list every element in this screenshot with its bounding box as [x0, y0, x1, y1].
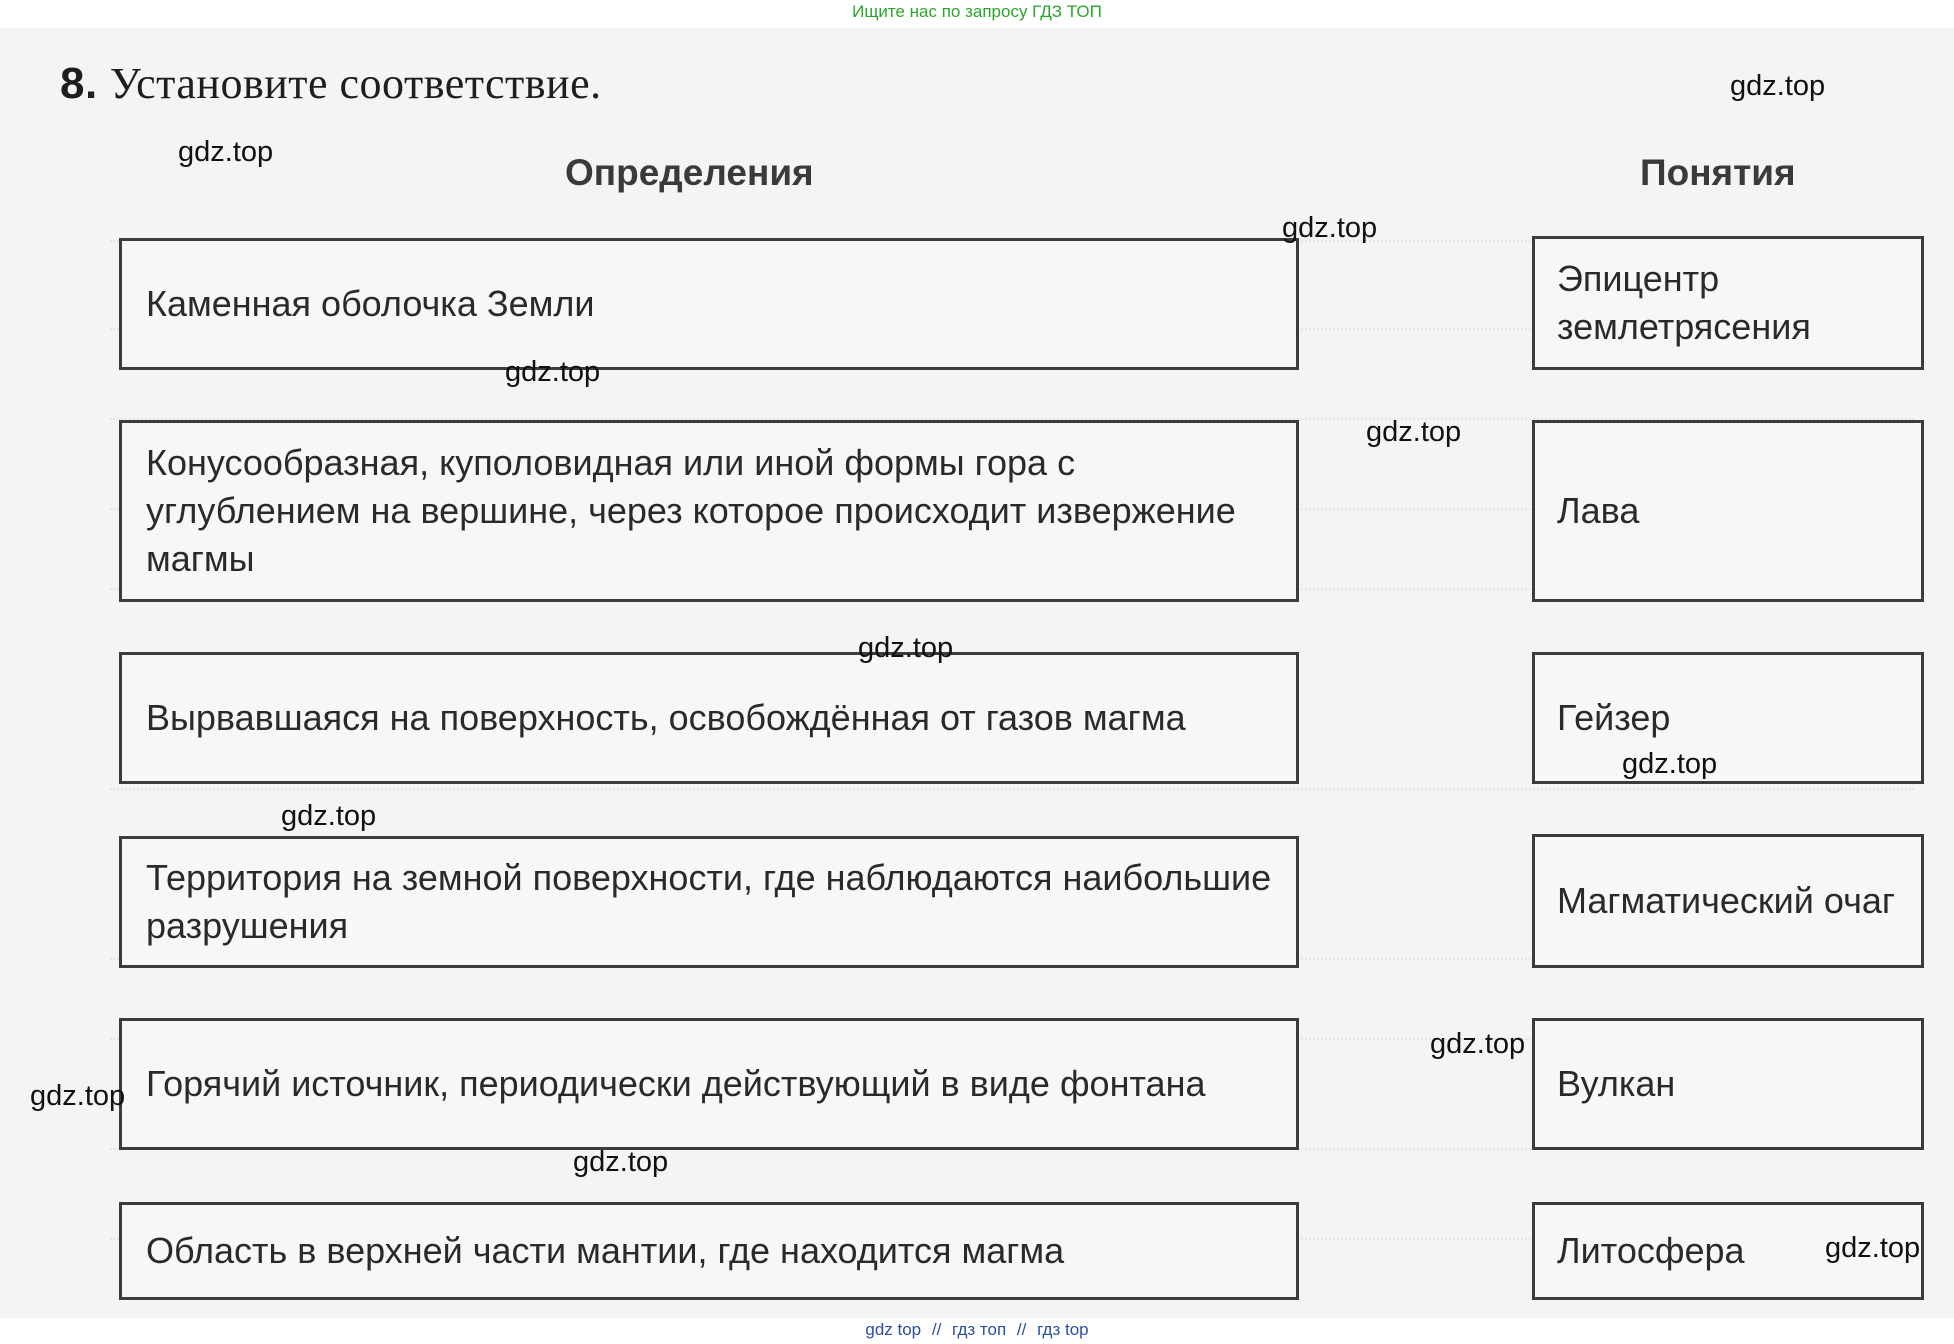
bottom-banner	[0, 1320, 1954, 1340]
concept-text: Лава	[1557, 490, 1640, 531]
definitions-header: Определения	[565, 152, 814, 193]
watermark: gdz.top	[1430, 1028, 1526, 1060]
watermark: gdz.top	[505, 356, 601, 388]
concept-box-5	[1532, 1018, 1924, 1150]
definition-text: Конусообразная, куполовидная или иной формы гора с углублением на вершине, через которое происходит извержение магмы	[146, 442, 1236, 579]
definition-text: Каменная оболочка Земли	[146, 283, 595, 324]
bottom-link-3[interactable]: гдз top	[1037, 1320, 1089, 1339]
definition-box-1	[119, 238, 1299, 370]
watermark: gdz.top	[281, 800, 377, 832]
concept-box-3	[1532, 652, 1924, 784]
watermark: gdz.top	[573, 1146, 669, 1178]
watermark: gdz.top	[1282, 212, 1378, 244]
task-title-text: Установите соответствие.	[109, 59, 602, 108]
definition-box-3	[119, 652, 1299, 784]
definition-text: Территория на земной поверхности, где наблюдаются наибольшие разрушения	[146, 857, 1272, 946]
concept-box-4	[1532, 834, 1924, 968]
definition-box-2	[119, 420, 1299, 602]
concept-box-1	[1532, 236, 1924, 370]
bottom-link-1[interactable]: gdz top	[865, 1320, 922, 1339]
watermark: gdz.top	[30, 1080, 126, 1112]
task-number: 8.	[60, 59, 98, 108]
concept-text: Гейзер	[1557, 697, 1671, 738]
top-banner[interactable]: Ищите нас по запросу ГДЗ ТОП	[852, 2, 1102, 21]
watermark: gdz.top	[1366, 416, 1462, 448]
concept-text: Литосфера	[1557, 1230, 1745, 1271]
definition-text: Вырвавшаяся на поверхность, освобождённая от газов магма	[146, 697, 1186, 738]
definition-box-5	[119, 1018, 1299, 1150]
watermark: gdz.top	[1622, 748, 1718, 780]
concept-text: Вулкан	[1557, 1063, 1676, 1104]
separator: //	[931, 1320, 942, 1339]
concepts-header: Понятия	[1640, 152, 1796, 193]
bottom-link-2[interactable]: гдз топ	[952, 1320, 1007, 1339]
concept-text: Магматический очаг	[1557, 880, 1896, 921]
watermark: gdz.top	[178, 136, 274, 168]
definition-text: Область в верхней части мантии, где находится магма	[146, 1230, 1065, 1271]
task-title	[60, 58, 602, 109]
concept-box-2	[1532, 420, 1924, 602]
separator: //	[1016, 1320, 1027, 1339]
definition-box-6	[119, 1202, 1299, 1300]
watermark: gdz.top	[858, 632, 954, 664]
watermark: gdz.top	[1730, 70, 1826, 102]
watermark: gdz.top	[1825, 1232, 1921, 1264]
definition-box-4	[119, 836, 1299, 968]
definition-text: Горячий источник, периодически действующий в виде фонтана	[146, 1063, 1206, 1104]
concept-text: Эпицентр землетрясения	[1557, 258, 1811, 347]
